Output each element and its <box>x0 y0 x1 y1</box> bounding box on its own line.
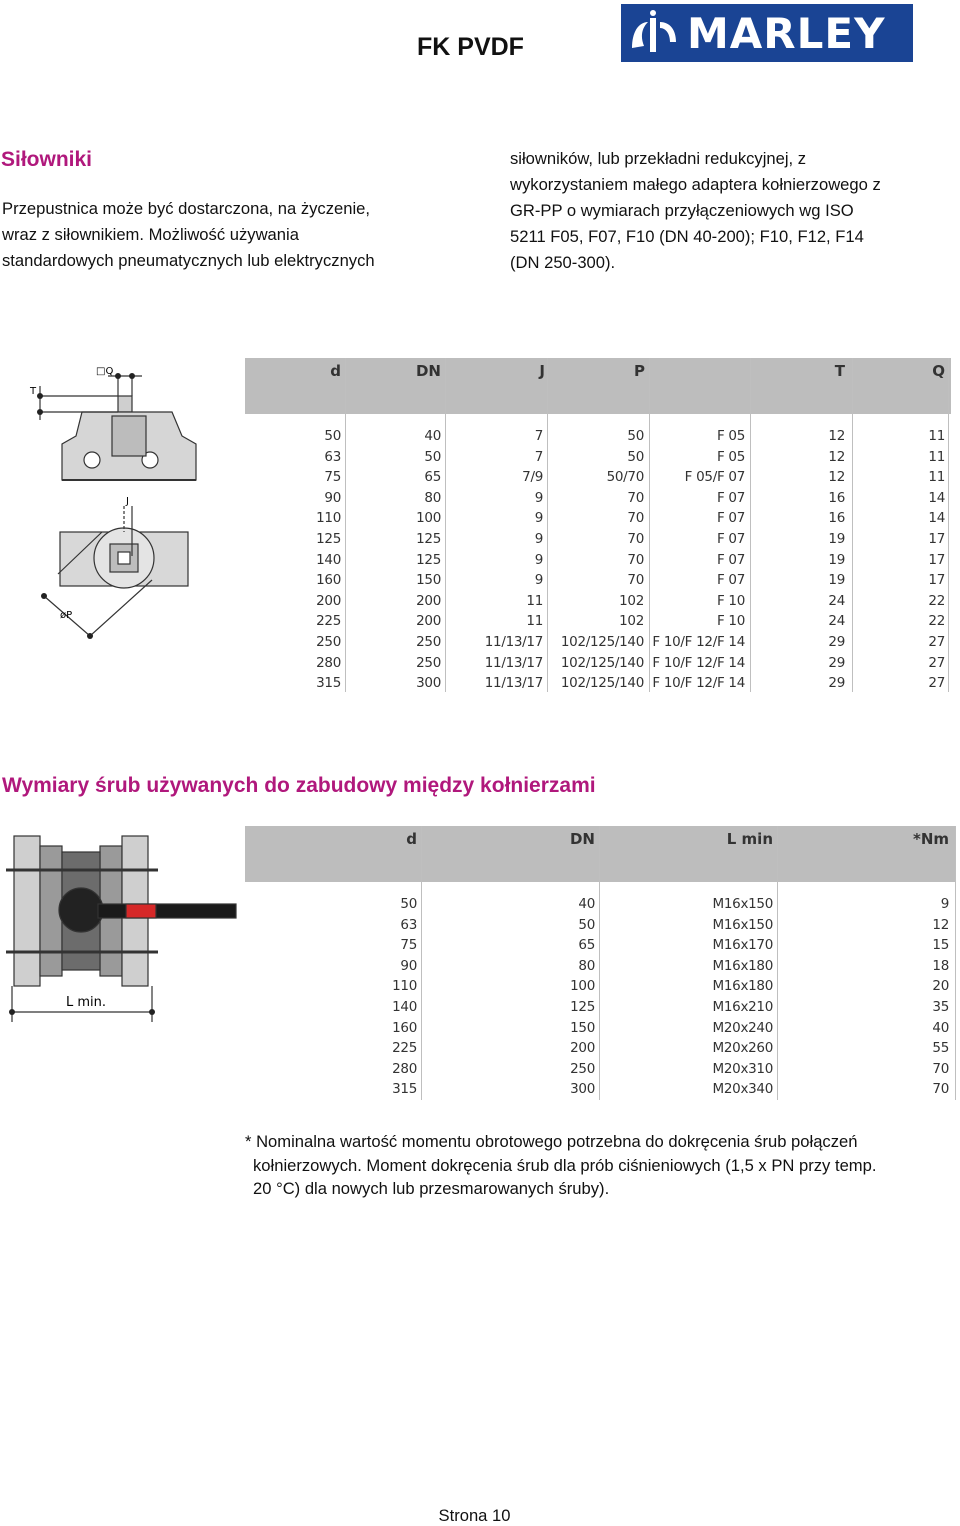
table-cell: 100 <box>570 978 595 995</box>
table-cell: 11 <box>526 613 543 630</box>
table-cell: 63 <box>400 916 417 933</box>
table-cell: M16x210 <box>712 999 773 1015</box>
table-cell: 90 <box>324 489 341 506</box>
table-row <box>245 937 956 958</box>
table-cell: 27 <box>928 675 945 692</box>
table-cell: 250 <box>570 1060 595 1077</box>
table-cell: M16x150 <box>712 896 773 912</box>
table-cell: 300 <box>416 675 441 692</box>
table-cell: 70 <box>932 1081 949 1098</box>
table-cell: F 10/F 12/F 14 <box>652 654 745 671</box>
table-cell: 50 <box>400 896 417 912</box>
footnote-line: * Nominalna wartość momentu obrotowego potrzebna do dokręcenia śrub połączeń <box>245 1132 858 1151</box>
table-cell: 80 <box>424 489 441 506</box>
table-cell: 24 <box>828 592 845 609</box>
text-line: 5211 F05, F07, F10 (DN 40-200); F10, F12, F14 <box>510 227 864 246</box>
table-cell: 102/125/140 <box>560 634 644 650</box>
text-line: GR-PP o wymiarach przyłączeniowych wg ISO <box>510 201 854 220</box>
table-cell: 17 <box>928 572 945 589</box>
table-cell: 9 <box>534 531 543 547</box>
table-cell: 12 <box>828 469 845 486</box>
table-cell: 140 <box>316 551 341 568</box>
table-cell: 22 <box>928 592 945 609</box>
table-cell: 250 <box>316 634 341 650</box>
table-cell: F 10/F 12/F 14 <box>652 634 745 650</box>
table-cell: 50 <box>578 916 595 933</box>
table-cell: 29 <box>828 675 845 692</box>
table-cell: 40 <box>932 1019 949 1036</box>
table-cell: 12 <box>932 916 949 933</box>
table-cell: 110 <box>316 510 341 527</box>
table-cell: 9 <box>534 489 543 506</box>
table-cell: 50 <box>424 448 441 465</box>
page-number: Strona 10 <box>438 1506 511 1525</box>
table-cell: 9 <box>534 510 543 527</box>
table-cell: 16 <box>828 510 845 527</box>
table-cell: 70 <box>627 489 644 506</box>
marley-emblem-icon <box>621 4 687 62</box>
table-header-cell: DN <box>569 830 595 848</box>
table-cell: F 07 <box>716 510 745 527</box>
table-cell: M20x260 <box>712 1040 773 1057</box>
table-cell: 200 <box>416 613 441 630</box>
table-cell: 27 <box>928 654 945 671</box>
table-cell: 15 <box>932 937 949 954</box>
table-cell: 315 <box>392 1081 417 1098</box>
table-header-cell: DN <box>415 362 441 380</box>
table-cell: 280 <box>316 654 341 671</box>
section-title-bolts: Wymiary śrub używanych do zabudowy między kołnierzami <box>2 774 596 797</box>
table-cell: 125 <box>316 531 341 547</box>
table-cell: 40 <box>578 896 595 912</box>
table-cell: 7 <box>534 448 543 465</box>
table-cell: 125 <box>570 999 595 1015</box>
table-cell: 14 <box>928 510 945 527</box>
dimension-label-p: øP <box>60 610 73 621</box>
table-cell: 315 <box>316 675 341 692</box>
table-cell: 40 <box>424 428 441 444</box>
table-cell: 19 <box>828 551 845 568</box>
section-title-actuators: Siłowniki <box>1 148 93 171</box>
table-cell: 11/13/17 <box>484 634 543 650</box>
table-cell: F 05 <box>716 428 745 444</box>
section-intro-left <box>2 196 482 274</box>
table-cell: 11 <box>526 592 543 609</box>
table-header-cell: d <box>406 830 417 848</box>
table-row <box>245 552 951 573</box>
table-cell: 50 <box>627 428 644 444</box>
table-row <box>245 896 956 917</box>
table-header-cell: P <box>634 362 645 380</box>
table-cell: M20x310 <box>712 1060 773 1077</box>
table-cell: 20 <box>932 978 949 995</box>
table-cell: M16x170 <box>712 937 773 954</box>
table-cell: 19 <box>828 531 845 547</box>
table-cell: 125 <box>416 531 441 547</box>
table-cell: 75 <box>400 937 417 954</box>
table-cell: M20x240 <box>712 1019 773 1036</box>
table-cell: 125 <box>416 551 441 568</box>
text-line: wykorzystaniem małego adaptera kołnierzowego z <box>510 175 881 194</box>
table-cell: 27 <box>928 634 945 650</box>
text-line: wraz z siłownikiem. Możliwość używania <box>2 225 299 244</box>
table-cell: F 10 <box>716 592 745 609</box>
valve-flange-dimension-diagram <box>22 356 244 656</box>
table-row <box>245 531 951 552</box>
table-row <box>245 675 951 696</box>
table-cell: F 07 <box>716 551 745 568</box>
table-row <box>245 593 951 614</box>
table-cell: 29 <box>828 634 845 650</box>
table-cell: 225 <box>316 613 341 630</box>
table-cell: 7/9 <box>522 469 543 486</box>
table-cell: 11/13/17 <box>484 654 543 671</box>
table-row <box>245 1040 956 1061</box>
dimension-label-lmin: L min. <box>66 995 107 1010</box>
footnote-line: 20 °C) dla nowych lub przesmarowanych śruby). <box>253 1179 610 1198</box>
section-intro-right <box>510 146 950 276</box>
table-cell: 35 <box>932 999 949 1015</box>
table-cell: 250 <box>416 654 441 671</box>
table-cell: 11 <box>928 469 945 486</box>
document-title: FK PVDF <box>417 33 524 61</box>
table-row <box>245 572 951 593</box>
table-cell: 16 <box>828 489 845 506</box>
table-header-cell: J <box>539 362 545 380</box>
table-cell: 65 <box>424 469 441 486</box>
table-row <box>245 1020 956 1041</box>
table-cell: 17 <box>928 531 945 547</box>
table-cell: 80 <box>578 957 595 974</box>
table-cell: 11 <box>928 428 945 444</box>
table-cell: 65 <box>578 937 595 954</box>
table-cell: F 07 <box>716 572 745 589</box>
dimension-label-j: J <box>126 496 129 507</box>
table-cell: 75 <box>324 469 341 486</box>
actuator-dimension-table <box>245 358 951 692</box>
table-cell: 7 <box>534 428 543 444</box>
table-row <box>245 613 951 634</box>
table-cell: 110 <box>392 978 417 995</box>
bolt-length-diagram <box>2 826 242 1098</box>
text-line: (DN 250-300). <box>510 253 616 272</box>
table-cell: 140 <box>392 999 417 1015</box>
table-row <box>245 1061 956 1082</box>
table-header-cell: T <box>834 362 845 380</box>
table-row <box>245 999 956 1020</box>
table-cell: 70 <box>627 551 644 568</box>
table-row <box>245 917 956 938</box>
table-cell: 150 <box>416 572 441 589</box>
table-row <box>245 428 951 449</box>
table-row <box>245 634 951 655</box>
table-header-cell: L min <box>726 830 773 848</box>
table-cell: 160 <box>392 1019 417 1036</box>
footnote <box>245 1130 945 1201</box>
bolt-dimension-table <box>245 826 956 1100</box>
table-cell: 11/13/17 <box>484 675 543 692</box>
table-row <box>245 449 951 470</box>
table-cell: 250 <box>416 634 441 650</box>
table-cell: M16x180 <box>712 978 773 995</box>
dimension-label-t: T <box>30 386 37 397</box>
table-cell: 300 <box>570 1081 595 1098</box>
table-cell: 14 <box>928 489 945 506</box>
table-cell: 11 <box>928 448 945 465</box>
table-cell: 55 <box>932 1040 949 1057</box>
table-header-band <box>245 358 951 414</box>
table-cell: 102 <box>619 592 644 609</box>
table-cell: 12 <box>828 428 845 444</box>
table-cell: 19 <box>828 572 845 589</box>
logo-wordmark: MARLEY <box>687 8 886 58</box>
marley-logo <box>621 4 913 62</box>
table-cell: M16x150 <box>712 916 773 933</box>
table-row <box>245 510 951 531</box>
footnote-line: kołnierzowych. Moment dokręcenia śrub dla prób ciśnieniowych (1,5 x PN przy temp. <box>253 1155 877 1175</box>
table-cell: 70 <box>627 531 644 547</box>
table-cell: 150 <box>570 1019 595 1036</box>
table-cell: 12 <box>828 448 845 465</box>
table-cell: 102 <box>619 613 644 630</box>
text-line: siłowników, lub przekładni redukcyjnej, z <box>510 149 807 168</box>
table-cell: F 07 <box>716 489 745 506</box>
table-cell: 200 <box>316 592 341 609</box>
table-cell: 90 <box>400 957 417 974</box>
table-cell: 70 <box>932 1060 949 1077</box>
table-cell: 200 <box>416 592 441 609</box>
table-cell: 50/70 <box>606 469 644 486</box>
table-row <box>245 1081 956 1102</box>
table-cell: 160 <box>316 572 341 589</box>
table-header-band <box>245 826 956 882</box>
table-cell: M20x340 <box>712 1081 773 1098</box>
text-line: standardowych pneumatycznych lub elektrycznych <box>2 251 375 270</box>
table-row <box>245 978 956 999</box>
dimension-label-q: □Q <box>96 366 114 377</box>
table-cell: 50 <box>627 448 644 465</box>
table-cell: 18 <box>932 957 949 974</box>
table-row <box>245 469 951 490</box>
table-cell: F 05/F 07 <box>684 469 745 486</box>
table-cell: 17 <box>928 551 945 568</box>
table-cell: 200 <box>570 1040 595 1057</box>
table-cell: 9 <box>534 572 543 589</box>
text-line: Przepustnica może być dostarczona, na życzenie, <box>2 199 371 218</box>
table-cell: 63 <box>324 448 341 465</box>
table-row <box>245 655 951 676</box>
table-cell: F 05 <box>716 448 745 465</box>
table-cell: 9 <box>534 551 543 568</box>
table-cell: 70 <box>627 572 644 589</box>
table-cell: 24 <box>828 613 845 630</box>
table-cell: 50 <box>324 428 341 444</box>
table-cell: 102/125/140 <box>560 654 644 671</box>
table-header-cell: *Nm <box>912 830 949 848</box>
table-cell: 70 <box>627 510 644 527</box>
table-header-cell: d <box>330 362 341 380</box>
table-header-cell: Q <box>932 362 945 380</box>
table-cell: F 10/F 12/F 14 <box>652 675 745 692</box>
table-cell: 102/125/140 <box>560 675 644 692</box>
table-row <box>245 958 956 979</box>
table-cell: 280 <box>392 1060 417 1077</box>
table-cell: F 10 <box>716 613 745 630</box>
table-cell: M16x180 <box>712 957 773 974</box>
table-cell: 9 <box>940 896 949 912</box>
table-cell: 22 <box>928 613 945 630</box>
table-cell: 29 <box>828 654 845 671</box>
table-cell: F 07 <box>716 531 745 547</box>
table-row <box>245 490 951 511</box>
table-cell: 100 <box>416 510 441 527</box>
table-cell: 225 <box>392 1040 417 1057</box>
